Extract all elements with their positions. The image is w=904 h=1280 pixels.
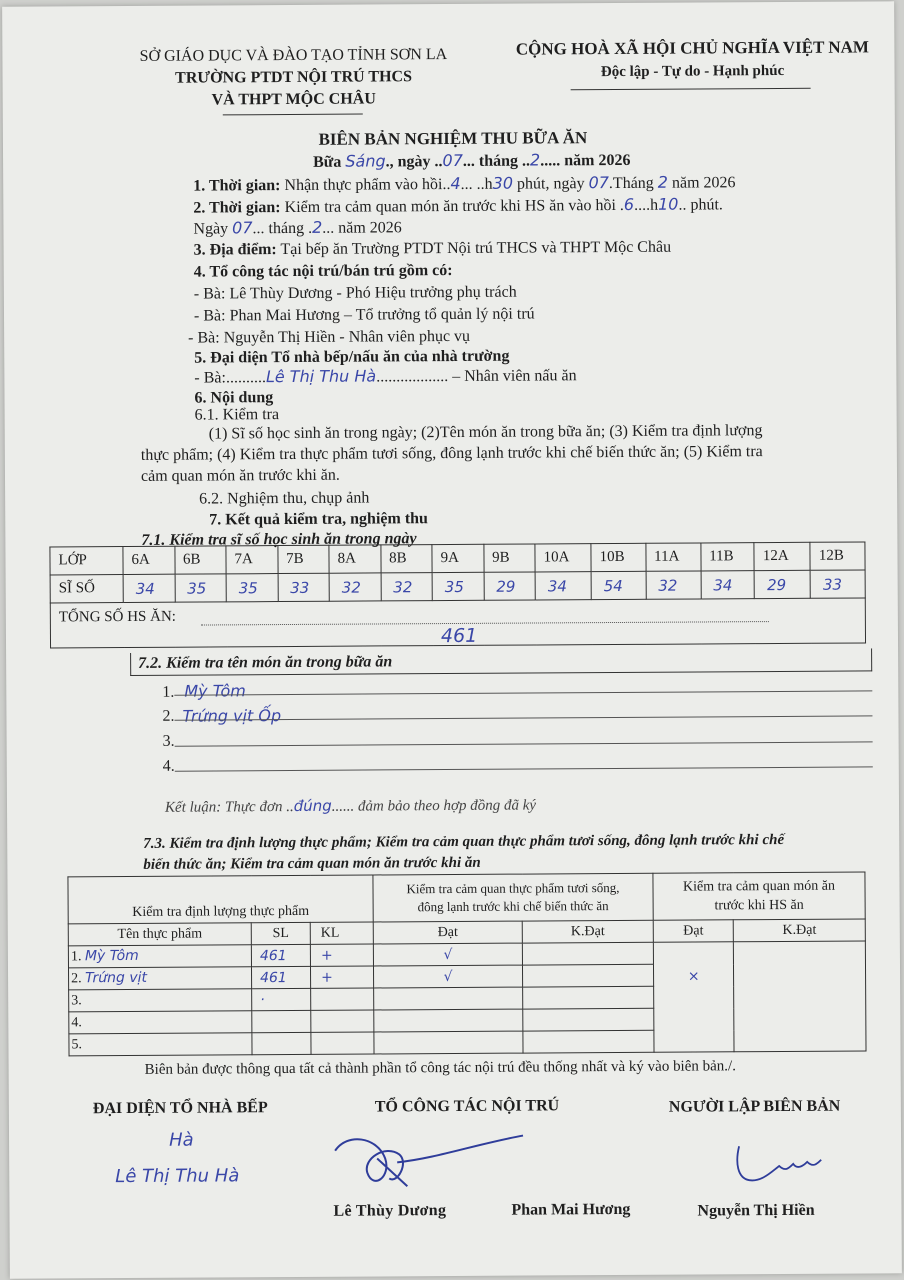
year-label: ... năm 2026: [322, 219, 402, 237]
total-cell: [50, 598, 865, 648]
document-page: [2, 1, 902, 1278]
section-2: [193, 194, 723, 217]
sl-cell: ·: [252, 988, 311, 1010]
year-label: ..... năm 2026: [540, 151, 631, 170]
quality-header-row: [68, 872, 865, 924]
minute-label: .. phút.: [678, 196, 723, 214]
food-name: Mỳ Tôm: [84, 947, 139, 965]
sl-cell: [252, 1010, 311, 1032]
section-3-text: Tại bếp ăn Trường PTDT Nội trú THCS và THPT Mộc Châu: [280, 238, 672, 259]
class-cell: 7A: [226, 546, 278, 574]
kitchen-signed-name: Lê Thị Thu Hà: [115, 1165, 240, 1188]
team-signature: [327, 1128, 527, 1199]
dish-line-4: [175, 766, 873, 771]
conclusion: [165, 795, 536, 816]
food-cell: [69, 1011, 252, 1034]
kl-cell: +: [310, 966, 373, 988]
check-day: 07: [232, 218, 253, 238]
school-name-line1: TRƯỜNG PTDT NỘI TRÚ THCS: [175, 68, 413, 87]
food-cell: [68, 967, 251, 990]
class-cell: 6B: [174, 546, 226, 574]
section-5-line: [194, 365, 576, 387]
signer-name-3: Nguyễn Thị Hiền: [697, 1201, 815, 1220]
count-cell: 33: [278, 573, 330, 601]
country-motto: Độc lập - Tự do - Hạnh phúc: [600, 62, 785, 81]
receive-day: 07: [588, 173, 609, 193]
dat-cell: [374, 987, 523, 1010]
kl-cell: [311, 1032, 374, 1054]
sub-dat: Đạt: [373, 921, 522, 944]
kdat-cell: [523, 986, 654, 1009]
boarding-team-title: TỔ CÔNG TÁC NỘI TRÚ: [374, 1097, 560, 1116]
h-label: ... ..h: [460, 175, 493, 193]
section-7-3-title-2: biến thức ăn; Kiểm tra cảm quan món ăn trước khi ăn: [143, 854, 481, 873]
fresh-check-header: [373, 873, 653, 922]
header-underline-left: [223, 114, 363, 116]
check-hour: 6: [623, 194, 635, 214]
kdat-cell: [523, 1030, 654, 1053]
check-minute: 10: [658, 194, 679, 214]
sub-kdat: K.Đạt: [522, 920, 653, 943]
sub-sl: SL: [251, 922, 310, 944]
dat-cell: √: [373, 943, 522, 966]
lop-label: LỚP: [50, 547, 123, 575]
siso-label: SĨ SỐ: [50, 575, 123, 603]
food-cell: [69, 989, 252, 1012]
conclusion-prefix: Kết luận: Thực đơn ..: [164, 798, 294, 816]
class-cell: 10B: [591, 543, 646, 571]
food-num: 1.: [70, 949, 82, 965]
school-name-line2: VÀ THPT MỘC CHÂU: [211, 90, 376, 109]
section-2-text: Kiểm tra cảm quan món ăn trước khi HS ăn vào hồi .: [284, 196, 624, 217]
count-cell: 35: [175, 574, 227, 602]
sl-cell: 461: [251, 966, 310, 988]
total-row: [50, 598, 865, 648]
count-cell: 34: [701, 571, 755, 599]
day-label: ., ngày ..: [385, 153, 443, 171]
class-cell: 11A: [646, 543, 701, 571]
closing-statement: Biên bản được thông qua tất cả thành phần tổ công tác nội trú đều thống nhất và ký vào biên bản./.: [144, 1058, 736, 1078]
meal-month: 2: [529, 150, 541, 170]
cook-name: Lê Thị Thu Hà: [265, 366, 377, 387]
section-7-3-title-1: 7.3. Kiểm tra định lượng thực phẩm; Kiểm tra cảm quan thực phẩm tươi sống, đông lạnh trước khi chế: [143, 831, 785, 852]
food-name: Trứng vịt: [85, 969, 148, 987]
day-label: Ngày: [193, 220, 229, 238]
receive-month: 2: [657, 172, 669, 192]
count-cell: 32: [646, 571, 701, 599]
section-6-title: 6. Nội dung: [194, 389, 274, 407]
meal-prefix: Bữa: [313, 153, 342, 171]
food-cell: [69, 1033, 252, 1056]
sub-kdat-2: K.Đạt: [733, 919, 865, 942]
kl-cell: +: [310, 944, 373, 966]
count-cell: 29: [754, 570, 810, 598]
content-para-1: (1) Sĩ số học sinh ăn trong ngày; (2)Tên món ăn trong bữa ăn; (3) Kiểm tra định lượng: [208, 422, 763, 443]
headcount-table: [49, 541, 866, 648]
meal-check-header-2: trước khi HS ăn: [714, 897, 804, 914]
section-1: [193, 172, 735, 195]
member-1: - Bà: Lê Thùy Dương - Phó Hiệu trưởng phụ trách: [193, 283, 517, 303]
year-label: năm 2026: [671, 174, 736, 192]
member-2: - Bà: Phan Mai Hương – Tổ trưởng tổ quản lý nội trú: [193, 305, 535, 325]
dish-num-4: 4.: [162, 757, 175, 775]
dish-num-1: 1.: [162, 683, 175, 701]
dish-line-3: [175, 741, 873, 746]
class-cell: 12B: [810, 542, 865, 570]
document-title: BIÊN BẢN NGHIỆM THU BỮA ĂN: [318, 128, 588, 149]
food-num: 3.: [71, 992, 82, 1008]
class-cell: 6A: [123, 546, 175, 574]
section-4-title: 4. Tổ công tác nội trú/bán trú gồm có:: [193, 261, 453, 281]
food-num: 2.: [71, 971, 82, 987]
meal-day: 07: [442, 150, 463, 171]
count-cell: 35: [432, 572, 484, 600]
month-label: ... tháng ..: [462, 152, 531, 170]
fresh-check-header-2: đông lạnh trước khi chế biến thức ăn: [417, 898, 609, 915]
content-para-3: cảm quan món ăn trước khi ăn.: [140, 466, 340, 485]
meal-line: [313, 150, 630, 172]
quantity-header: Kiểm tra định lượng thực phẩm: [68, 875, 373, 924]
dish-num-3: 3.: [162, 732, 175, 750]
kdat-cell: [523, 1008, 654, 1031]
cook-prefix: - Bà:..........: [194, 369, 266, 387]
section-5-title: 5. Đại diện Tổ nhà bếp/nấu ăn của nhà trường: [194, 347, 510, 367]
month-label: ... tháng .: [252, 219, 313, 238]
sub-food-name: Tên thực phẩm: [68, 923, 251, 946]
month-label: .Tháng: [608, 174, 654, 193]
dish-line-1: [174, 690, 872, 695]
section-3: [194, 239, 672, 260]
fresh-check-header-1: Kiểm tra cảm quan thực phẩm tươi sống,: [406, 879, 620, 897]
recorder-signature: [727, 1142, 827, 1189]
count-cell: 29: [484, 572, 536, 600]
class-cell: 11B: [701, 543, 755, 571]
country-name: CỘNG HOÀ XÃ HỘI CHỦ NGHĨA VIỆT NAM: [515, 37, 869, 59]
quality-row: [68, 941, 865, 968]
section-2-label: 2. Thời gian:: [193, 199, 281, 217]
cook-role: .................. – Nhân viên nấu ăn: [376, 367, 577, 386]
content-para-2: thực phẩm; (4) Kiểm tra thực phẩm tươi sống, đông lạnh trước khi chế biến thức ăn; (5) Kiểm tra: [140, 443, 763, 464]
signer-name-1: Lê Thùy Dương: [333, 1202, 447, 1220]
dat-cell: [374, 1031, 523, 1054]
kitchen-signature: Hà: [168, 1129, 194, 1151]
signer-name-2: Phan Mai Hương: [511, 1200, 631, 1219]
food-num: 4.: [71, 1014, 82, 1030]
sl-cell: [252, 1032, 311, 1054]
count-cell: 33: [810, 570, 865, 598]
receive-hour: 4: [450, 173, 461, 194]
total-label: TỔNG SỐ HS ĂN:: [58, 608, 176, 626]
count-cell: 34: [123, 574, 175, 602]
conclusion-suffix: ...... đảm bảo theo hợp đồng đã ký: [331, 797, 537, 815]
section-7-1-title: 7.1. Kiểm tra sĩ số học sinh ăn trong ngày: [141, 530, 417, 549]
kdat-cell: [522, 964, 653, 987]
quality-table: [67, 871, 866, 1056]
total-value: 461: [440, 624, 478, 648]
meal-check-header-1: Kiểm tra cảm quan món ăn: [682, 878, 836, 895]
total-dots: [201, 621, 769, 625]
kitchen-rep-title: ĐẠI DIỆN TỔ NHÀ BẾP: [92, 1099, 268, 1118]
sub-dat-2: Đạt: [653, 920, 733, 942]
class-cell: 8A: [329, 545, 381, 573]
dat-cell: √: [373, 965, 522, 988]
dish-name-1: Mỳ Tôm: [184, 681, 246, 701]
section-7-2-title: 7.2. Kiểm tra tên món ăn trong bữa ăn: [138, 653, 393, 672]
meal-kdat-cell: [734, 941, 866, 1052]
class-cell: 9A: [432, 544, 484, 572]
section-3-label: 3. Địa điểm:: [193, 241, 277, 259]
dish-num-2: 2.: [162, 707, 175, 725]
minute-label: phút, ngày: [516, 175, 585, 193]
meal-type: Sáng: [345, 151, 386, 171]
class-cell: 8B: [380, 545, 432, 573]
class-cell: 10A: [535, 544, 591, 572]
meal-check-header: [653, 872, 865, 920]
sub-kl: KL: [310, 922, 373, 944]
section-2-date: [193, 217, 401, 238]
recorder-title: NGƯỜI LẬP BIÊN BẢN: [668, 1097, 841, 1116]
section-6-1: 6.1. Kiểm tra: [194, 406, 280, 424]
kl-cell: [311, 1010, 374, 1032]
count-cell: 32: [381, 573, 433, 601]
count-cell: 35: [226, 574, 278, 602]
kl-cell: [311, 988, 374, 1010]
class-cell: 7B: [277, 545, 329, 573]
check-month: 2: [311, 217, 323, 237]
dept-name: SỞ GIÁO DỤC VÀ ĐÀO TẠO TỈNH SƠN LA: [139, 46, 448, 65]
class-cell: 9B: [484, 544, 536, 572]
receive-minute: 30: [492, 173, 514, 193]
h-label: ....h: [634, 196, 659, 214]
food-cell: [68, 945, 251, 968]
meal-dat-cell: ×: [653, 942, 734, 1052]
section-7-title: 7. Kết quả kiểm tra, nghiệm thu: [209, 510, 428, 529]
kdat-cell: [522, 942, 653, 965]
header-underline-right: [571, 88, 811, 90]
conclusion-value: đúng: [293, 796, 332, 815]
dish-name-2: Trứng vịt Ốp: [182, 706, 282, 726]
section-1-text: Nhận thực phẩm vào hồi..: [284, 176, 451, 195]
count-cell: 32: [329, 573, 381, 601]
dat-cell: [374, 1009, 523, 1032]
count-cell: 54: [591, 571, 646, 599]
section-1-label: 1. Thời gian:: [193, 177, 281, 195]
section-6-2: 6.2. Nghiệm thu, chụp ảnh: [199, 489, 370, 508]
member-3: - Bà: Nguyễn Thị Hiền - Nhân viên phục vụ: [188, 327, 471, 347]
class-cell: 12A: [754, 542, 810, 570]
sl-cell: 461: [251, 944, 310, 966]
food-num: 5.: [71, 1036, 83, 1052]
count-cell: 34: [535, 572, 591, 600]
